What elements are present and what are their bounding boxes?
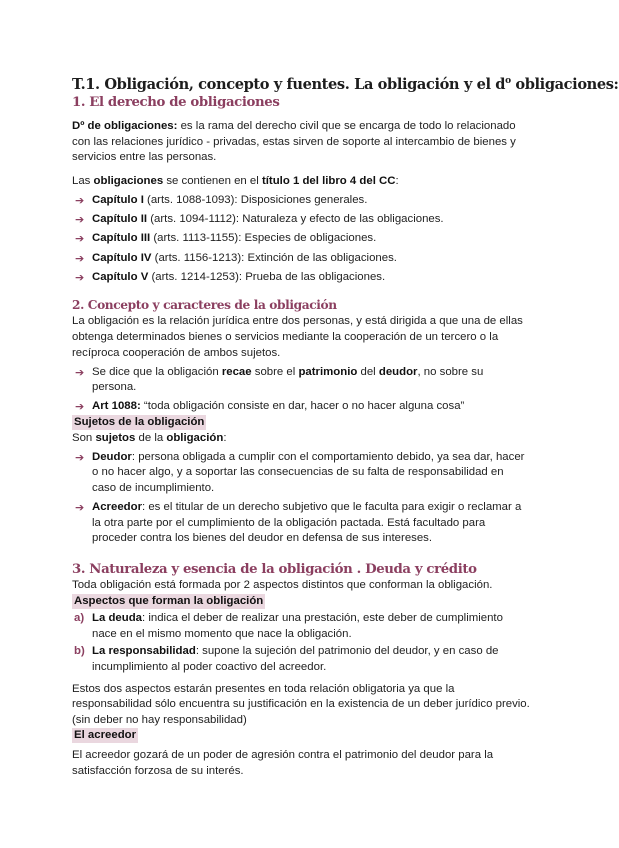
aspects-heading: Aspectos que forman la obligación bbox=[74, 594, 264, 607]
arrow-right-icon: ➔ bbox=[75, 400, 85, 414]
aspects-paragraph: Estos dos aspectos estarán presentes en toda relación obligatoria ya que la responsabilidad sólo encuentra su justificación en la existencia de un deber jurídico previo. (sin deber no hay responsabilidad) bbox=[72, 682, 530, 726]
list-letter: a) bbox=[74, 612, 85, 625]
document-page bbox=[72, 76, 619, 779]
arrow-right-icon: ➔ bbox=[75, 501, 85, 515]
arrow-right-icon: ➔ bbox=[75, 232, 85, 246]
subjects-heading-wrap bbox=[72, 415, 530, 431]
aspects-list bbox=[72, 611, 530, 675]
creditor-heading-wrap bbox=[72, 728, 530, 744]
subjects-intro: Son sujetos de la obligación: bbox=[72, 431, 227, 444]
arrow-right-icon: ➔ bbox=[75, 365, 85, 379]
document-title: T.1. Obligación, concepto y fuentes. La obligación y el $d^o$ obligaciones: bbox=[72, 76, 619, 93]
list-letter: b) bbox=[74, 645, 85, 658]
aspects-heading-wrap bbox=[72, 594, 530, 610]
arrow-right-icon: ➔ bbox=[75, 213, 85, 227]
list-item: ➔ Se dice que la obligación recae sobre el patrimonio del deudor, no sobre su persona. bbox=[75, 365, 484, 394]
section-1-heading: 1. El derecho de obligaciones bbox=[72, 95, 280, 110]
subjects-heading: Sujetos de la obligación bbox=[74, 416, 205, 429]
arrow-right-icon: ➔ bbox=[75, 450, 85, 464]
list-item: ➔ Capítulo I (arts. 1088-1093): Disposiciones generales. bbox=[75, 193, 368, 207]
creditor-heading: El acreedor bbox=[74, 729, 137, 742]
list-item: ➔ Capítulo IV (arts. 1156-1213): Extinción de las obligaciones. bbox=[75, 251, 397, 265]
obligations-intro: Las obligaciones se contienen en el título 1 del libro 4 del CC: bbox=[72, 174, 399, 187]
list-item: ➔ Deudor: persona obligada a cumplir con el comportamiento debido, ya sea dar, hacer o no hacer algo, y a soportar las consecuencias de su falta de responsabilidad en caso de incumplimiento. bbox=[75, 450, 525, 495]
list-item: ➔ Capítulo III (arts. 1113-1155): Especies de obligaciones. bbox=[75, 232, 377, 246]
concept-paragraph: La obligación es la relación jurídica entre dos personas, y está dirigida a que una de ellas obtenga determinados bienes o servicios mediante la cooperación de un tercero o la recíproca cooperación de ambos sujetos. bbox=[72, 315, 523, 359]
concept-list bbox=[72, 365, 530, 415]
list-item: ➔ Capítulo II (arts. 1094-1112): Naturaleza y efecto de las obligaciones. bbox=[75, 213, 444, 227]
list-item: a) La deuda: indica el deber de realizar una prestación, este deber de cumplimiento nace en el mismo momento que nace la obligación. bbox=[74, 612, 503, 640]
definition-paragraph: Dº de obligaciones: es la rama del derecho civil que se encarga de todo lo relacionado con las relaciones jurídico - privadas, estas sirven de soporte al intercambio de bienes y servicios entre las personas. bbox=[72, 120, 516, 164]
section-3-heading: 3. Naturaleza y esencia de la obligación . Deuda y crédito bbox=[72, 562, 477, 577]
chapters-list bbox=[72, 193, 530, 285]
list-item: ➔ Acreedor: es el titular de un derecho subjetivo que le faculta para exigir o reclamar a la otra parte por el cumplimiento de la obligación pactada. Está facultado para proceder contra los bienes del deudor en defensa de sus intereses. bbox=[75, 501, 522, 545]
creditor-paragraph: El acreedor gozará de un poder de agresión contra el patrimonio del deudor para la satisfacción forzosa de su interés. bbox=[72, 748, 494, 777]
list-item: ➔ Art 1088: “toda obligación consiste en dar, hacer o no hacer alguna cosa” bbox=[75, 400, 465, 414]
arrow-right-icon: ➔ bbox=[75, 251, 85, 265]
list-item: ➔ Capítulo V (arts. 1214-1253): Prueba de las obligaciones. bbox=[75, 270, 386, 284]
nature-paragraph: Toda obligación está formada por 2 aspectos distintos que conforman la obligación. bbox=[72, 579, 493, 591]
section-2-heading: 2. Concepto y caracteres de la obligación bbox=[72, 298, 337, 313]
list-item: b) La responsabilidad: supone la sujeción del patrimonio del deudor, y en caso de incumplimiento al poder coactivo del acreedor. bbox=[74, 645, 499, 673]
subjects-list bbox=[72, 450, 530, 547]
arrow-right-icon: ➔ bbox=[75, 270, 85, 284]
arrow-right-icon: ➔ bbox=[75, 193, 85, 207]
